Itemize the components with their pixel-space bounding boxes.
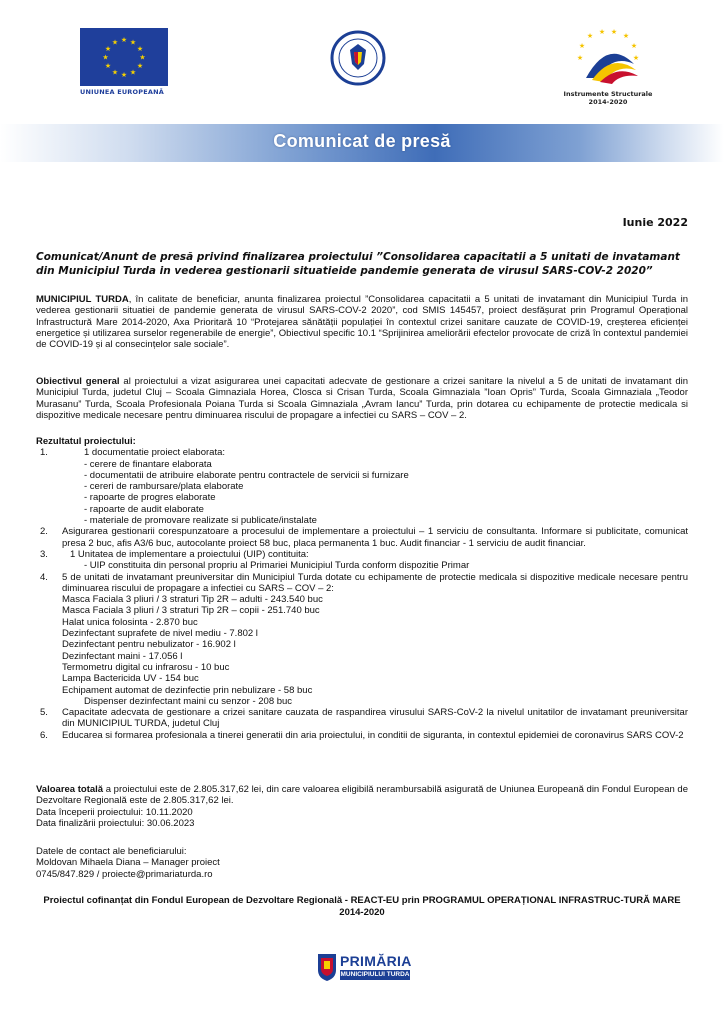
contact-section [36, 846, 688, 880]
total-value-lead: Valoarea totală [36, 784, 104, 795]
item-number: 3. [40, 548, 48, 560]
item-number: 1. [40, 447, 48, 459]
equipment-item: Echipament automat de dezinfectie prin nebulizare - 58 buc [62, 684, 313, 696]
instrumente-caption: Instrumente Structurale [563, 90, 653, 98]
total-value-text: a proiectului este de 2.805.317,62 lei, din care valoarea eligibilă nerambursabilă asigurată de Uniunea Europeană din Fondul European de Dezvoltare Regională este de 2.805.317,62 lei. [36, 784, 688, 807]
svg-text:★: ★ [622, 32, 630, 40]
svg-text:★: ★ [136, 62, 144, 70]
item-text: Educarea si formarea profesionala a tinerei generatii din aria proiectului, in conditii de siguranta, in contextul epidemiei de coronavirus SARS COV-2 [62, 729, 684, 741]
item-text: 1 documentatie proiect elaborata: [84, 447, 226, 459]
sub-item: - materiale de promovare realizate si publicate/instalate [84, 515, 317, 527]
eu-caption: UNIUNEA EUROPEANĂ [80, 88, 164, 96]
svg-text:★: ★ [111, 38, 119, 47]
sub-item: - rapoarte de audit elaborate [84, 503, 204, 515]
intro-paragraph [36, 294, 688, 350]
equipment-item: Dezinfectant suprafete de nivel mediu - 7.802 l [62, 628, 258, 640]
svg-text:★: ★ [610, 28, 618, 36]
total-value [36, 784, 688, 807]
svg-text:★: ★ [129, 68, 137, 77]
svg-text:★: ★ [104, 45, 112, 53]
sub-item: - rapoarte de progres elaborate [84, 492, 216, 504]
intro-text: , în calitate de beneficiar, anunta finalizarea proiectul ”Consolidarea capacitatii a 5 unitati de invatamant din Municipiul Turda in vederea gestionarii situatiei de pandemie generata de virusul SARS-COV-2 2020”, cod SMIS 145457, proiect desfășurat prin Programul Operațional Infrastructură Mare 2014-2020, Axa Prioritară 10 “Protejarea sănătății populației în contextul crizei sanitare cauzate de COVID-19, creșterea eficienței energetice și utilizarea surselor regenerabile de energie”, Obiectivul specific 10.1 “Sprijinirea ameliorării efectelor provocate de criză în contextul pandemiei de COVID-19 și al consecințelor sale sociale”. [36, 294, 688, 351]
item-text: 1 Unitatea de implementare a proiectului (UIP) contituita: [70, 548, 309, 560]
government-crest-icon [330, 30, 386, 86]
item-number: 6. [40, 729, 48, 741]
beneficiary-name: MUNICIPIUL TURDA [36, 294, 129, 305]
list-item [36, 526, 688, 549]
eu-logo [80, 28, 170, 96]
cofinancing-note: Proiectul cofinanțat din Fondul European de Dezvoltare Regională - REACT-EU prin PROGRAMUL OPERAȚIONAL INFRASTRUC-TURĂ MARE 2014-2020 [43, 895, 681, 918]
svg-text:★: ★ [630, 42, 638, 50]
list-item [36, 549, 688, 560]
title-banner [0, 124, 724, 162]
list-item [36, 447, 688, 458]
sub-item: - UIP constituita din personal propriu al Primariei Municipiul Turda conform dispozitie Primar [84, 560, 470, 572]
end-date: Data finalizării proiectului: 30.06.2023 [36, 817, 195, 829]
objective-text: al proiectului a vizat asigurarea unei capacitati adecvate de gestionare a crizei sanitare la nivelul a 5 de unitati de invatamant din Municipiul Turda, judetul Cluj – Scoala Gimnaziala Horea, Closca si Crisan Turda, Scoala Gimnaziala ”Ioan Opris” Turda, Scoala Gimnaziala „Teodor Murasanu” Turda, Scoala Profesionala Poiana Turda si Scoala Gimnaziala „Avram Iancu” Turda, prin dotarea cu echipamente de protectie medicala si dispozitive medicale necesare pentru diminuarea riscului de propagare a infectiei cu SARS – COV – 2. [36, 376, 688, 421]
objective-paragraph [36, 376, 688, 421]
equipment-item: Lampa Bactericida UV - 154 buc [62, 673, 199, 685]
results-heading: Rezultatul proiectului: [36, 436, 136, 447]
svg-text:★: ★ [120, 36, 128, 44]
svg-text:★: ★ [129, 38, 137, 47]
banner-title: Comunicat de presă [273, 131, 451, 151]
equipment-item: Dispenser dezinfectant maini cu senzor - 208 buc [84, 695, 293, 707]
instrumente-years: 2014-2020 [588, 98, 628, 106]
list-item [36, 572, 688, 595]
objective-lead: Obiectivul general [36, 376, 120, 387]
document-date: Iunie 2022 [622, 216, 688, 229]
results-section [36, 436, 688, 741]
svg-text:★: ★ [104, 62, 112, 70]
item-text: 5 de unitati de invatamant preuniversitar din Municipiul Turda dotate cu echipamente de protectie medicala si dispozitive medicale necesare pentru diminuarea riscului de propagare a infectiei cu SARS – COV – 2: [62, 571, 688, 594]
primaria-title: PRIMĂRIA [340, 953, 412, 969]
start-date: Data începerii proiectului: 10.11.2020 [36, 806, 193, 818]
svg-text:★: ★ [598, 28, 606, 36]
item-text: Asigurarea gestionarii corespunzatoare a procesului de implementare a proiectului – 1 serviciu de consultanta. Informare si publicitate, comunicat presa 2 buc, afis A3/6 buc, autocolante proiect 58 buc, placa permanenta 1 buc. Audit financiar - 1 serviciu de audit financiar. [62, 526, 688, 549]
svg-text:★: ★ [120, 71, 128, 79]
contact-heading: Datele de contact ale beneficiarului: [36, 846, 187, 857]
svg-text:★: ★ [578, 42, 586, 50]
item-number: 2. [40, 526, 48, 538]
item-number: 4. [40, 571, 48, 583]
svg-text:★: ★ [632, 54, 640, 62]
sub-item: - cereri de rambursare/plata elaborate [84, 481, 244, 493]
equipment-item: Masca Faciala 3 pliuri / 3 straturi Tip 2R – adulti - 243.540 buc [62, 594, 323, 606]
value-section [36, 784, 688, 829]
primaria-subtitle: MUNICIPIULUI TURDA [340, 971, 410, 978]
equipment-item: Dezinfectant pentru nebulizator - 16.902 l [62, 639, 236, 651]
equipment-item: Dezinfectant maini - 17.056 l [62, 650, 183, 662]
document-subject: Comunicat/Anunt de presă privind finalizarea proiectului ”Consolidarea capacitatii a 5 unitati de invatamant din Municipiul Turda in vederea gestionarii situatieide pandemie generata de virusul SARS-COV-2 2020” [36, 251, 680, 277]
svg-text:★: ★ [136, 45, 144, 53]
svg-text:★: ★ [576, 54, 584, 62]
contact-person: Moldovan Mihaela Diana – Manager proiect [36, 857, 220, 869]
primaria-logo [316, 952, 412, 982]
eu-flag-icon [80, 28, 168, 86]
list-item [36, 730, 688, 741]
sub-item: - documentatii de atribuire elaborate pentru contractele de servicii si furnizare [84, 469, 409, 481]
city-coat-of-arms-icon [316, 952, 338, 982]
item-text: Capacitate adecvata de gestionare a crizei sanitare cauzata de raspandirea virusului SARS-CoV-2 la nivelul unitatilor de invatamant preuniversitar din MUNICIPIUL TURDA, judetul Cluj [62, 707, 688, 730]
svg-text:★: ★ [586, 32, 594, 40]
svg-text:★: ★ [102, 53, 109, 62]
contact-phone-email: 0745/847.829 / proiecte@primariaturda.ro [36, 868, 213, 880]
sub-item: - cerere de finantare elaborata [84, 458, 212, 470]
instrumente-structurale-logo [558, 28, 658, 106]
instrumente-structurale-icon [568, 28, 648, 86]
equipment-item: Masca Faciala 3 pliuri / 3 straturi Tip 2R – copii - 251.740 buc [62, 605, 320, 617]
item-number: 5. [40, 707, 48, 719]
equipment-item: Termometru digital cu infrarosu - 10 buc [62, 661, 230, 673]
equipment-item: Halat unica folosinta - 2.870 buc [62, 616, 198, 628]
list-item [36, 707, 688, 730]
svg-text:★: ★ [139, 53, 146, 62]
svg-text:★: ★ [111, 68, 119, 77]
